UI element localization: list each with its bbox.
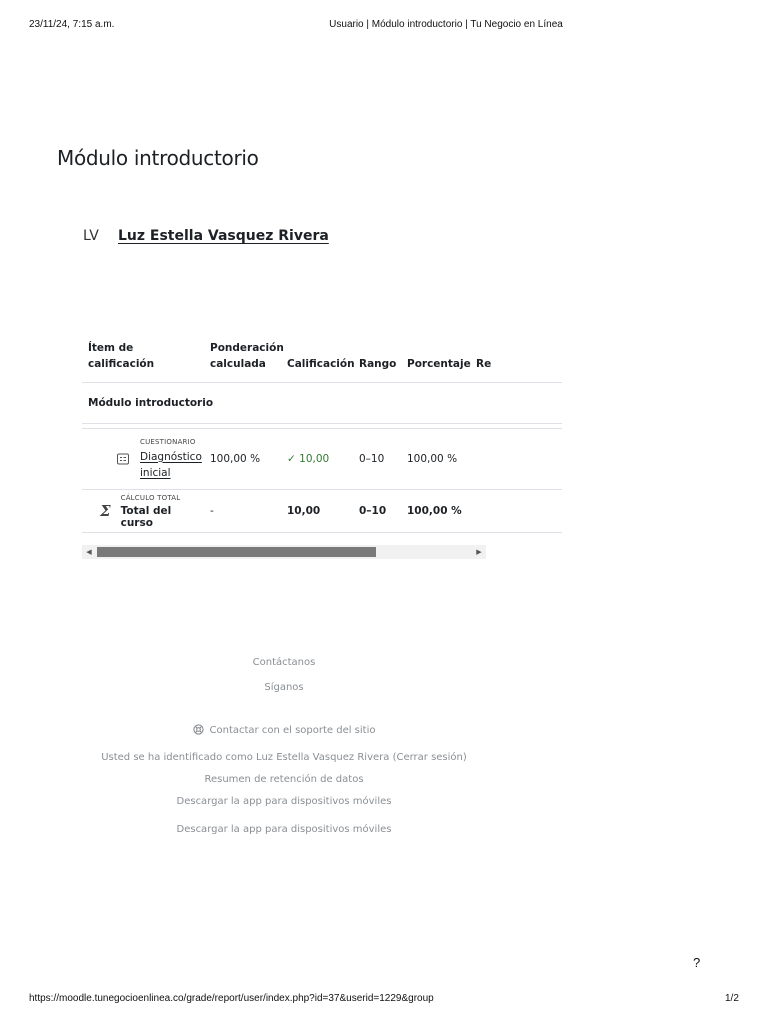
table-header-row [82,330,562,383]
total-weight: - [204,490,281,533]
help-button[interactable]: ? [693,955,701,970]
col-header-item: Ítem de calificación [82,330,204,383]
total-percentage: 100,00 % [401,490,470,533]
col-header-feedback: Re [470,330,562,383]
support-link[interactable] [0,724,568,736]
total-cell [82,490,204,533]
sigma-icon: Σ [100,502,111,520]
scroll-left-arrow-icon[interactable]: ◀ [86,549,92,556]
item-range: 0–10 [353,429,401,490]
table-horizontal-scrollbar[interactable] [82,545,486,559]
table-row-total [82,490,562,533]
lifebuoy-icon [193,724,204,735]
item-weight: 100,00 % [204,429,281,490]
item-feedback [470,429,562,490]
contact-link[interactable]: Contáctanos [252,657,316,668]
category-row [82,383,562,424]
page-title: Módulo introductorio [57,146,259,170]
follow-link[interactable]: Síganos [264,682,304,693]
total-feedback [470,490,562,533]
item-grade [281,429,353,490]
category-name: Módulo introductorio [82,383,562,424]
col-header-range: Rango [353,330,401,383]
print-date: 23/11/24, 7:15 a.m. [29,19,115,30]
data-retention-link[interactable]: Resumen de retención de datos [204,774,364,785]
total-grade: 10,00 [281,490,353,533]
col-header-percentage: Porcentaje [401,330,470,383]
quiz-icon [116,452,130,466]
item-percentage: 100,00 % [401,429,470,490]
support-link-label: Contactar con el soporte del sitio [209,725,376,736]
print-url: https://moodle.tunegocioenlinea.co/grade/report/user/index.php?id=37&userid=1229&group [29,993,434,1004]
col-header-grade: Calificación [281,330,353,383]
table-row [82,429,562,490]
check-icon: ✓ [287,453,296,465]
print-page-number: 1/2 [725,993,739,1004]
grades-table [82,330,562,533]
user-header [83,228,329,244]
print-page-title: Usuario | Módulo introductorio | Tu Negocio en Línea [329,19,563,30]
user-initials-avatar: LV [83,228,99,244]
grades-table-container [82,330,492,562]
item-cell [82,429,204,490]
user-name-link[interactable]: Luz Estella Vasquez Rivera [118,228,329,244]
scroll-right-arrow-icon[interactable]: ▶ [476,549,482,556]
logged-in-info: Usted se ha identificado como Luz Estella Vasquez Rivera (Cerrar sesión) [101,752,467,763]
item-grade-value: 10,00 [299,453,330,465]
total-range: 0–10 [353,490,401,533]
total-type-label: CÁLCULO TOTAL [120,493,181,502]
mobile-app-link[interactable]: Descargar la app para dispositivos móviles [176,796,392,807]
mobile-app-link-2[interactable]: Descargar la app para dispositivos móviles [176,824,392,835]
item-type-label: CUESTIONARIO [140,437,196,446]
scrollbar-thumb[interactable] [97,547,376,557]
item-name-link[interactable]: Diagnóstico inicial [140,450,202,479]
col-header-weight: Ponderación calculada [204,330,281,383]
total-name: Total del curso [120,504,172,529]
